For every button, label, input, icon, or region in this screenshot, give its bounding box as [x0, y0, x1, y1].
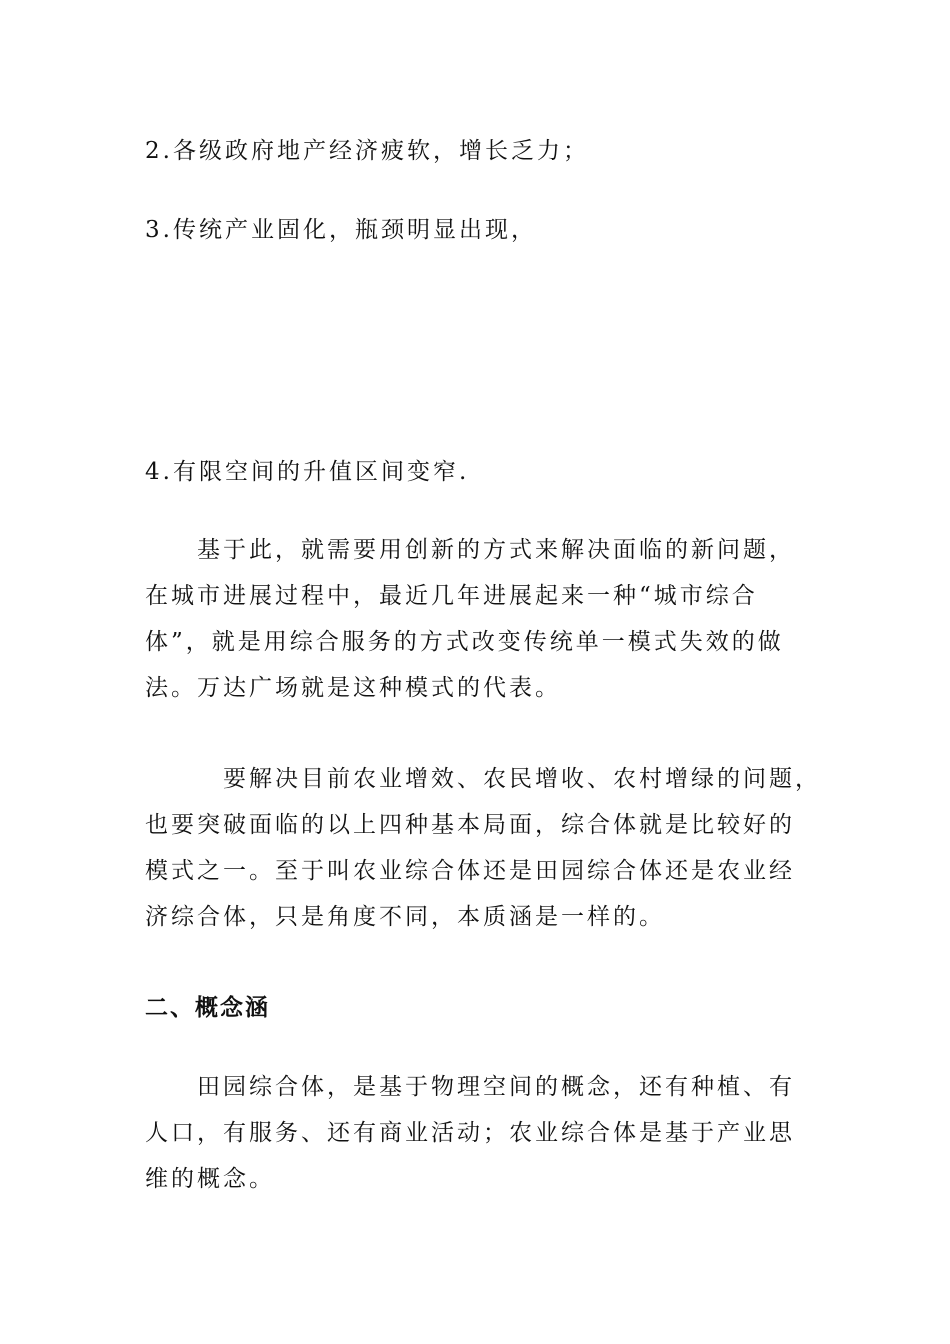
paragraph-line: 基于此，就需要用创新的方式来解决面临的新问题，: [197, 537, 795, 563]
paragraph-line: 要解决目前农业增效、农民增收、农村增绿的问题，: [223, 766, 821, 792]
paragraph-urban-complex: [145, 527, 795, 711]
paragraph-line: 田园综合体，是基于物理空间的概念，还有种植、有: [197, 1074, 795, 1100]
paragraph-line: 也要突破面临的以上四种基本局面，综合体就是比较好的: [145, 812, 795, 838]
list-item-3: 3.传统产业固化，瓶颈明显出现，: [145, 217, 537, 243]
list-item-4: 4.有限空间的升值区间变窄.: [145, 459, 470, 485]
paragraph-line: 人口，有服务、还有商业活动；农业综合体是基于产业思: [145, 1120, 795, 1146]
paragraph-line: 模式之一。至于叫农业综合体还是田园综合体还是农业经: [145, 858, 795, 884]
paragraph-concept: [145, 1064, 795, 1202]
paragraph-line: 维的概念。: [145, 1166, 275, 1192]
paragraph-agri-complex: [145, 756, 821, 940]
paragraph-line: 济综合体，只是角度不同，本质涵是一样的。: [145, 904, 665, 930]
section-heading: 二、概念涵: [145, 995, 270, 1021]
list-item-2: 2.各级政府地产经济疲软，增长乏力；: [145, 138, 589, 164]
paragraph-line: 体”，就是用综合服务的方式改变传统单一模式失效的做: [145, 629, 784, 655]
paragraph-line: 在城市进展过程中，最近几年进展起来一种“城市综合: [145, 583, 758, 609]
paragraph-line: 法。万达广场就是这种模式的代表。: [145, 675, 561, 701]
